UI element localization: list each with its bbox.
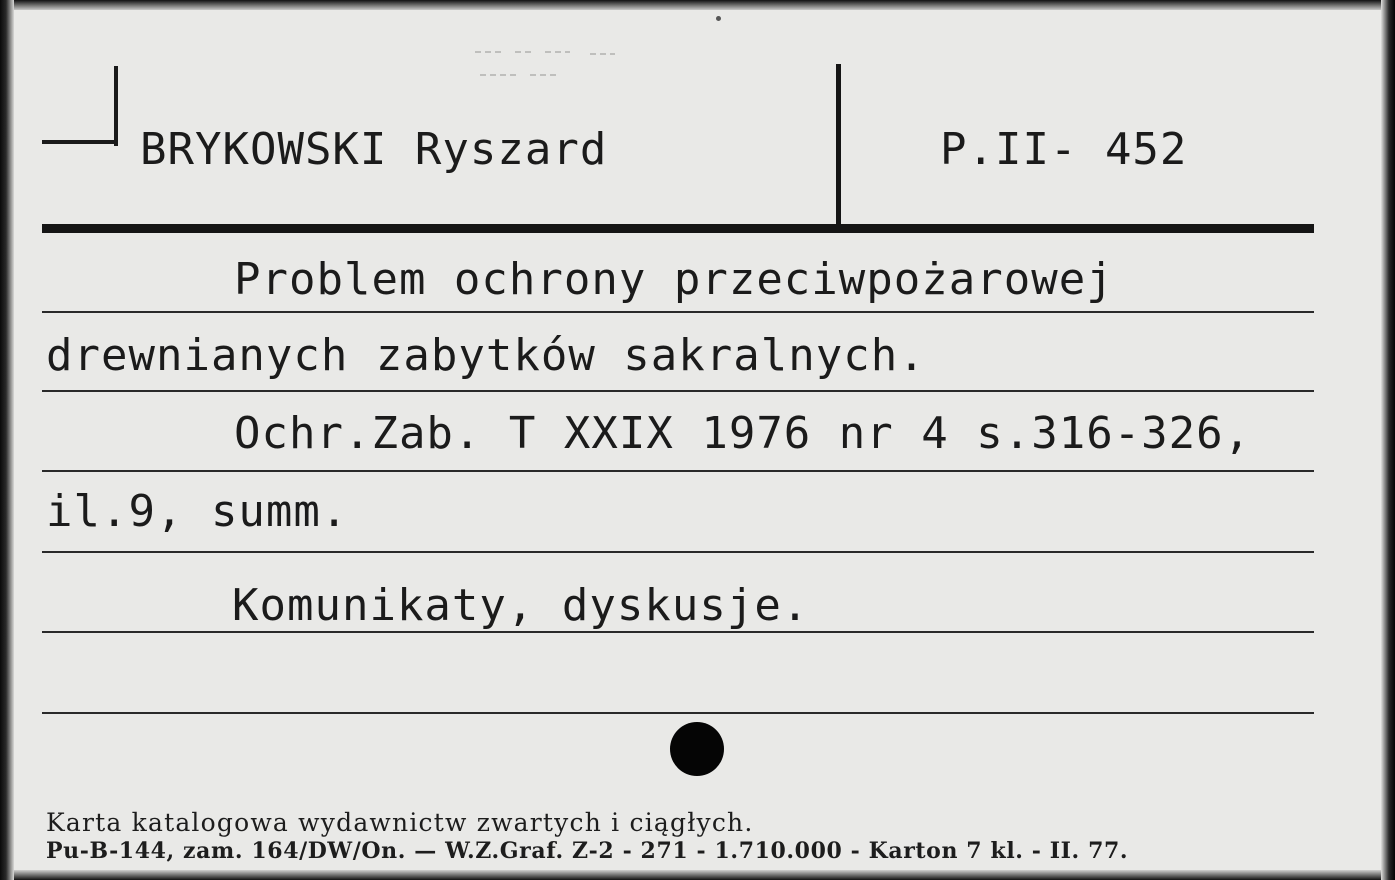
author-heading: BRYKOWSKI Ryszard xyxy=(140,124,608,175)
source-line-2: il.9, summ. xyxy=(46,486,349,537)
card-edge-top xyxy=(0,0,1395,10)
footer-line-2: Pu-B-144, zam. 164/DW/On. — W.Z.Graf. Z-2 - 271 - 1.710.000 - Karton 7 kl. - II. 77. xyxy=(46,838,1129,864)
title-line-2: drewnianych zabytków sakralnych. xyxy=(46,330,926,381)
call-number: P.II- 452 xyxy=(940,124,1188,175)
faint-stamp-mark xyxy=(470,40,630,100)
ruled-line xyxy=(42,631,1314,633)
source-line-1: Ochr.Zab. T XXIX 1976 nr 4 s.316-326, xyxy=(234,408,1252,459)
ruled-line xyxy=(42,470,1314,472)
subject-heading: Komunikaty, dyskusje. xyxy=(232,580,810,631)
ruled-line xyxy=(42,551,1314,553)
card-edge-right xyxy=(1381,0,1395,880)
punch-hole xyxy=(670,722,724,776)
card-edge-left xyxy=(0,0,14,880)
title-line-1: Problem ochrony przeciwpożarowej xyxy=(234,254,1114,305)
corner-mark-horizontal xyxy=(42,140,118,144)
ink-speck xyxy=(716,16,721,21)
footer-line-1: Karta katalogowa wydawnictw zwartych i ciągłych. xyxy=(46,808,754,837)
heading-rule xyxy=(42,224,1314,233)
corner-mark-vertical xyxy=(114,66,118,146)
ruled-line xyxy=(42,311,1314,313)
heading-divider xyxy=(836,64,841,224)
ruled-line xyxy=(42,390,1314,392)
ruled-line xyxy=(42,712,1314,714)
card-edge-bottom xyxy=(0,870,1395,880)
